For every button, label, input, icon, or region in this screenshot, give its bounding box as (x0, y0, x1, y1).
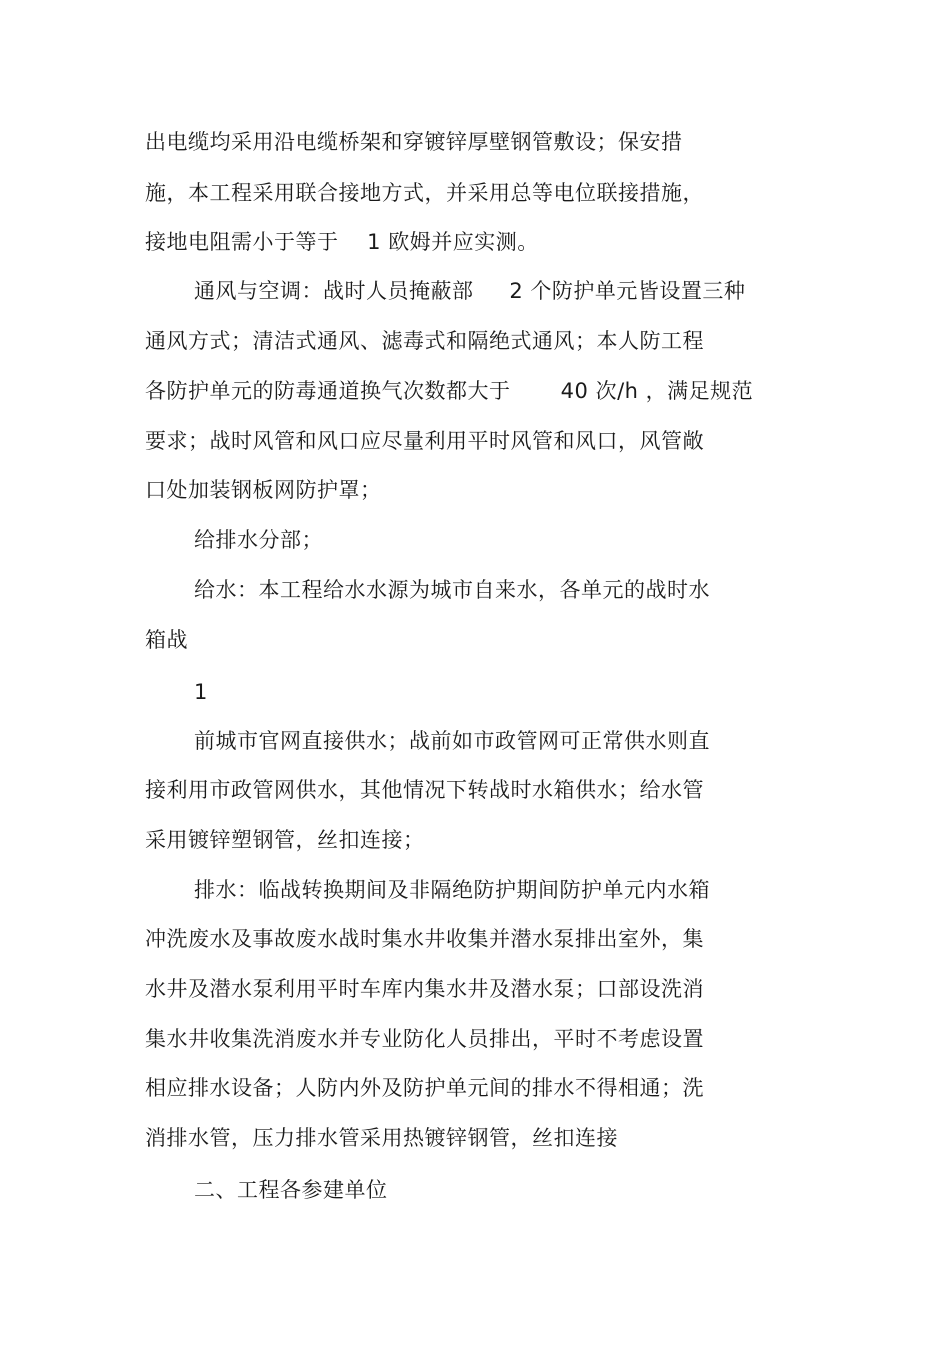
text-line-8: 口处加装钢板网防护罩； (145, 478, 382, 502)
text-line-21: 消排水管，压力排水管采用热镀锌钢管，丝扣连接 (145, 1126, 618, 1150)
text-line-18: 水井及潜水泵利用平时车库内集水井及潜水泵；口部设洗消 (145, 977, 704, 1001)
text-line-14: 接利用市政管网供水，其他情况下转战时水箱供水；给水管 (145, 778, 704, 802)
text-line-7: 要求；战时风管和风口应尽量利用平时风管和风口，风管敞 (145, 429, 704, 453)
text-line-17: 冲洗废水及事故废水战时集水井收集并潜水泵排出室外，集 (145, 927, 704, 951)
text-line-5: 通风方式；清洁式通风、滤毒式和隔绝式通风；本人防工程 (145, 329, 704, 353)
text-line-15: 采用镀锌塑钢管，丝扣连接； (145, 828, 425, 852)
text-line-9: 给排水分部； (194, 528, 323, 552)
text-line-4: 通风与空调：战时人员掩蔽部 2 个防护单元皆设置三种 (194, 279, 746, 303)
text-line-11: 箱战 (145, 628, 188, 652)
text-line-16: 排水：临战转换期间及非隔绝防护期间防护单元内水箱 (194, 878, 710, 902)
text-line-20: 相应排水设备；人防内外及防护单元间的排水不得相通；洗 (145, 1076, 704, 1100)
text-line-1: 出电缆均采用沿电缆桥架和穿镀锌厚壁钢管敷设；保安措 (145, 130, 683, 154)
text-line-19: 集水井收集洗消废水并专业防化人员排出，平时不考虑设置 (145, 1027, 704, 1051)
text-line-3: 接地电阻需小于等于 1 欧姆并应实测。 (145, 230, 539, 254)
text-line-2: 施，本工程采用联合接地方式，并采用总等电位联接措施， (145, 181, 704, 205)
text-line-13: 前城市官网直接供水；战前如市政管网可正常供水则直 (194, 729, 710, 753)
text-line-6: 各防护单元的防毒通道换气次数都大于 40 次/h ，满足规范 (145, 379, 754, 403)
text-line-12: 1 (194, 680, 208, 704)
text-line-10: 给水：本工程给水水源为城市自来水，各单元的战时水 (194, 578, 710, 602)
section-heading: 二、工程各参建单位 (194, 1178, 388, 1202)
